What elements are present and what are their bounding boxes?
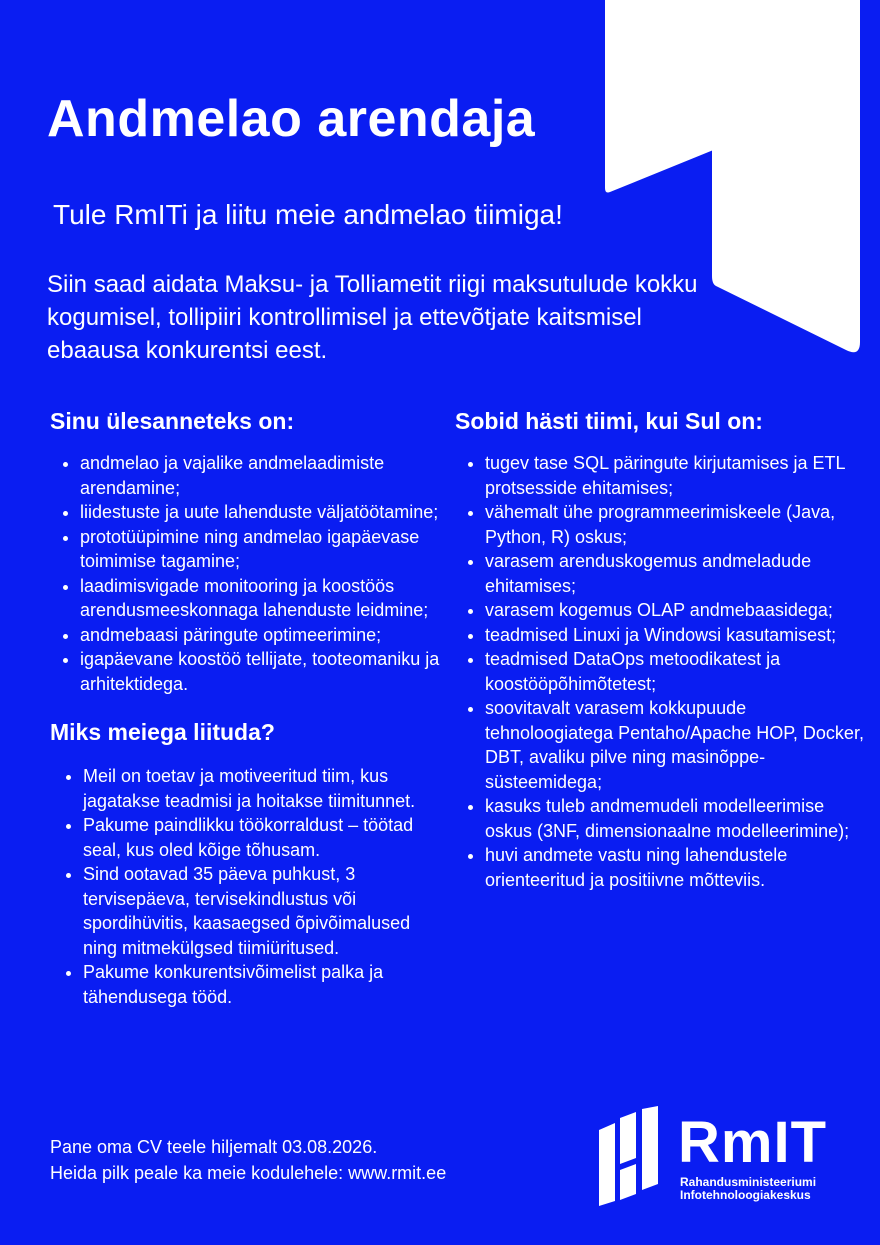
intro-text: Siin saad aidata Maksu- ja Tolliametit riigi maksutulude kokku kogumisel, tollipiiri kontrollimisel ja ettevõtjate kaitsmisel ebaausa konkurentsi eest. [47,271,698,364]
logo-subtitle-line1: Rahandusministeeriumi [680,1175,817,1189]
list-item: • vähemalt ühe programmeerimiskeele (Java, Python, R) oskus; [485,500,865,549]
list-item: • Meil on toetav ja motiveeritud tiim, kus jagatakse teadmisi ja hoitakse tiimitunnet. [83,764,440,813]
logo-subtitle [680,1176,816,1202]
decorative-bar-lower [712,0,860,352]
list-item: • prototüüpimine ning andmelao igapäevase toimimise tagamine; [80,525,440,574]
list-item: • tugev tase SQL päringute kirjutamises ja ETL protsesside ehitamises; [485,451,865,500]
tasks-heading: Sinu ülesanneteks on: [50,408,295,434]
footer [50,1134,446,1186]
list-item: • varasem kogemus OLAP andmebaasidega; [485,598,865,623]
decorative-bar-upper [605,0,750,193]
why-list [50,764,440,1009]
list-item: • liidestuste ja uute lahenduste väljatöötamine; [80,500,440,525]
list-item: • kasuks tuleb andmemudeli modelleerimise oskus (3NF, dimensionaalne modelleerimine); [485,794,865,843]
left-column [50,405,440,1009]
page-title: Andmelao arendaja [47,90,536,148]
rmit-logo-icon [598,1106,664,1206]
list-item: • laadimisvigade monitooring ja koostöös arendusmeeskonnaga lahenduste leidmine; [80,574,440,623]
page-subtitle: Tule RmITi ja liitu meie andmelao tiimiga! [53,199,563,230]
list-item: • igapäevane koostöö tellijate, tooteomaniku ja arhitektidega. [80,647,440,696]
list-item: • andmelao ja vajalike andmelaadimiste arendamine; [80,451,440,500]
homepage-text[interactable]: Heida pilk peale ka meie kodulehele: www.rmit.ee [50,1163,447,1183]
fit-heading: Sobid hästi tiimi, kui Sul on: [455,408,763,434]
tasks-list [50,451,440,696]
fit-list [455,451,865,892]
list-item: • Pakume paindlikku töökorraldust – töötad seal, kus oled kõige tõhusam. [83,813,440,862]
list-item: • huvi andmete vastu ning lahendustele orienteeritud ja positiivne mõtteviis. [485,843,865,892]
rmit-logo [598,1106,848,1206]
list-item: • teadmised Linuxi ja Windowsi kasutamisest; [485,623,865,648]
list-item: • andmebaasi päringute optimeerimine; [80,623,440,648]
right-column [455,405,865,892]
logo-wordmark: RmIT [678,1110,827,1175]
cv-deadline-text: Pane oma CV teele hiljemalt 03.08.2026. [50,1137,378,1157]
why-heading: Miks meiega liituda? [50,719,275,745]
list-item: • Sind ootavad 35 päeva puhkust, 3 tervisepäeva, tervisekindlustus või spordihüvitis, kaasaegsed õpivõimalused ning mitmekülgsed tiimiüritused. [83,862,440,960]
list-item: • varasem arenduskogemus andmeladude ehitamises; [485,549,865,598]
logo-subtitle-line2: Infotehnoloogiakeskus [680,1188,811,1202]
list-item: • soovitavalt varasem kokkupuude tehnoloogiatega Pentaho/Apache HOP, Docker, DBT, avaliku pilve ning masinõppe-süsteemidega; [485,696,865,794]
list-item: • Pakume konkurentsivõimelist palka ja tähendusega tööd. [83,960,440,1009]
list-item: • teadmised DataOps metoodikatest ja koostööpõhimõtetest; [485,647,865,696]
